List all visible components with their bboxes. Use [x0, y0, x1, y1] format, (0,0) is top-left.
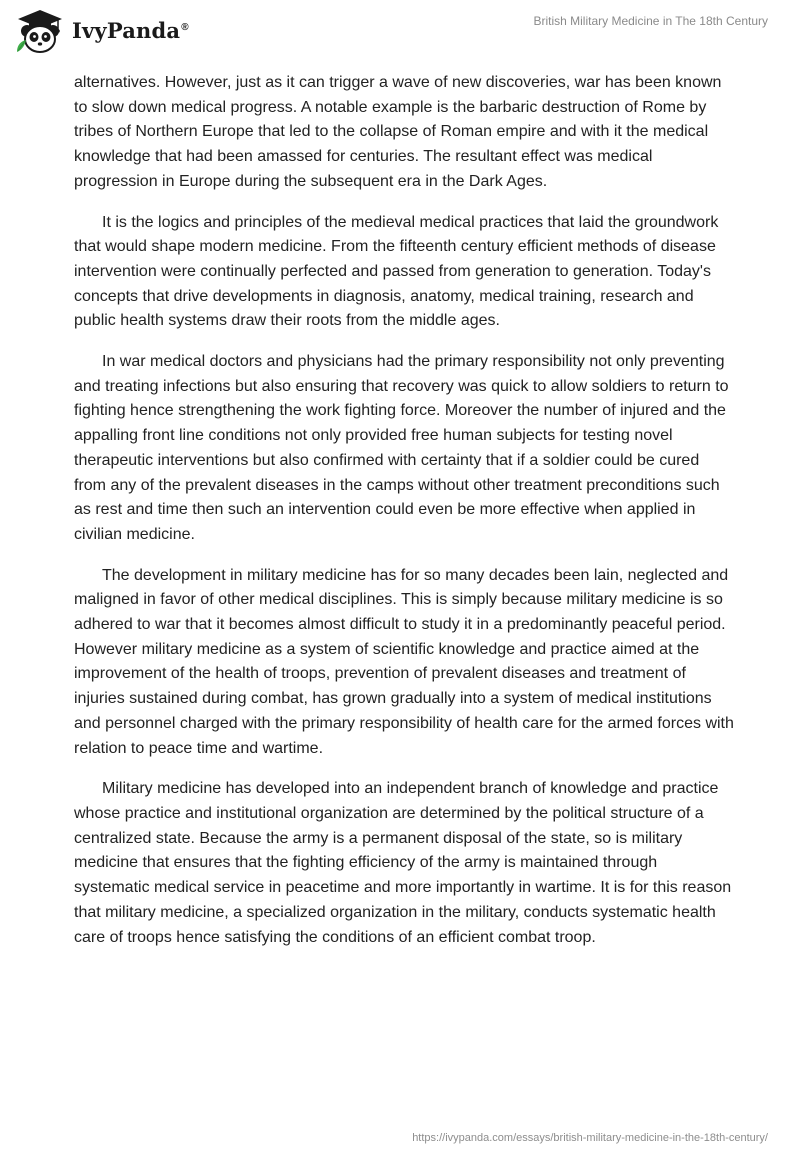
paragraph: Military medicine has developed into an independent branch of knowledge and practice whose practice and institutional organization are determined by the political structure of a centralized state. Because the army is a permanent disposal of the state, so is military medicine that ensures that the fighting efficiency of the army is maintained through systematic medical service in peacetime and more importantly in wartime. It is for this reason that military medicine, a specialized organization in the military, conducts systematic health care of troops hence satisfying the conditions of an efficient combat troop. [74, 780, 732, 946]
brand-name: IvyPanda® [72, 17, 189, 43]
page-header [0, 0, 800, 64]
registered-mark: ® [181, 21, 189, 33]
paragraph: The development in military medicine has for so many decades been lain, neglected and maligned in favor of other medical disciplines. This is simply because military medicine is so adhered to war that it becomes almost difficult to study it in a predominantly peaceful period. However military medicine as a system of scientific knowledge and practice aimed at the improvement of the health of troops, prevention of prevalent diseases and treatment of injuries sustained during combat, has grown gradually into a system of medical institutions and personnel charged with the primary responsibility of health care for the armed forces with relation to peace time and wartime. [74, 566, 734, 757]
paragraph: It is the logics and principles of the medieval medical practices that laid the groundwork that would shape modern medicine. From the fifteenth century efficient methods of disease intervention were continually perfected and passed from generation to generation. Today's concepts that drive developments in diagnosis, anatomy, medical training, research and public health systems draw their roots from the middle ages. [74, 213, 719, 330]
paragraph: alternatives. However, just as it can trigger a wave of new discoveries, war has been known to slow down medical progress. A notable example is the barbaric destruction of Rome by tribes of Northern Europe that led to the collapse of Roman empire and with it the medical knowledge that had been amassed for centuries. The resultant effect was medical progression in Europe during the subsequent era in the Dark Ages. [74, 74, 722, 190]
source-url-link[interactable]: https://ivypanda.com/essays/british-military-medicine-in-the-18th-century/ [412, 1132, 768, 1144]
panda-graduate-icon [14, 8, 66, 54]
document-title: British Military Medicine in The 18th Century [533, 14, 768, 28]
paragraph: In war medical doctors and physicians had the primary responsibility not only preventing and treating infections but also ensuring that recovery was quick to allow soldiers to return to fighting hence strengthening the work fighting force. Moreover the number of injured and the appalling front line conditions not only provided free human subjects for testing novel therapeutic interventions but also confirmed with certainty that if a soldier could be cured from any of the prevalent diseases in the camps without other treatment preconditions such as rest and time then such an intervention could even be more effective when applied in civilian medicine. [74, 353, 729, 543]
ivypanda-logo[interactable] [14, 8, 189, 54]
essay-body [74, 71, 734, 966]
